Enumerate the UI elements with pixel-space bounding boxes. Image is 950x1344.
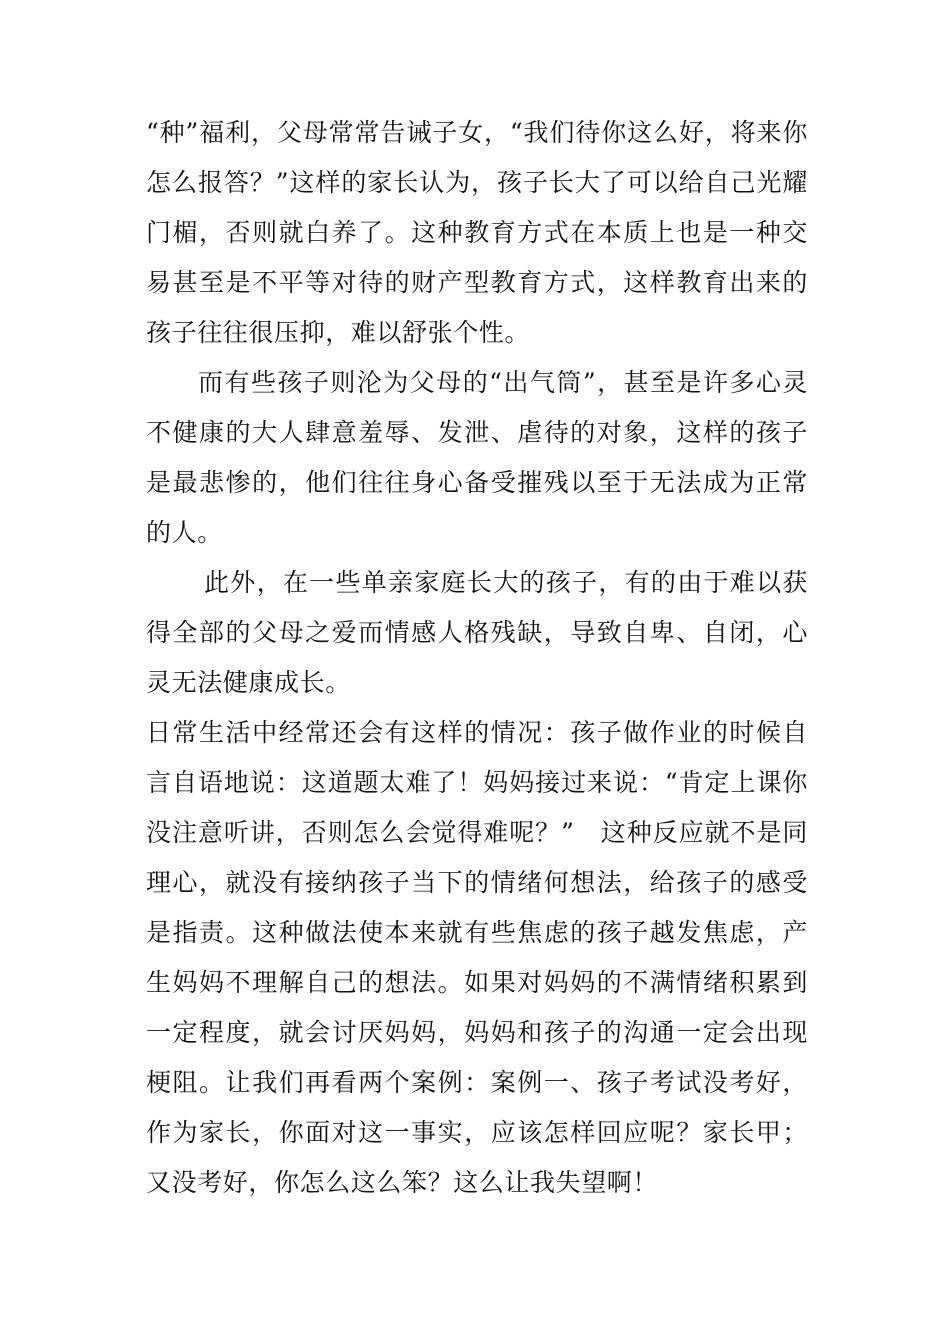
paragraph-3: 此外，在一些单亲家庭长大的孩子，有的由于难以获得全部的父母之爱而情感人格残缺，导致自卑、自闭，心灵无法健康成长。 [146, 568, 808, 697]
paragraph-1: “种”福利，父母常常告诫子女，“我们待你这么好，将来你怎么报答？”这样的家长认为，孩子长大了可以给自己光耀门楣，否则就白养了。这种教育方式在本质上也是一种交易甚至是不平等对待的财产型教育方式，这样教育出来的孩子往往很压抑，难以舒张个性。 [146, 118, 808, 347]
paragraph-4: 日常生活中经常还会有这样的情况：孩子做作业的时候自言自语地说：这道题太难了！妈妈接过来说：“肯定上课你没注意听讲，否则怎么会觉得难呢？” 这种反应就不是同理心，就没有接纳孩子当下的情绪何想法，给孩子的感受是指责。这种做法使本来就有些焦虑的孩子越发焦虑，产生妈妈不理解自己的想法。如果对妈妈的不满情绪积累到一定程度，就会讨厌妈妈，妈妈和孩子的沟通一定会出现梗阻。让我们再看两个案例：案例一、孩子考试没考好，作为家长，你面对这一事实，应该怎样回应呢？家长甲；又没考好，你怎么这么笨？这么让我失望啊！ [146, 718, 808, 1197]
paragraph-2: 而有些孩子则沦为父母的“出气筒”，甚至是许多心灵不健康的大人肆意羞辱、发泄、虐待的对象，这样的孩子是最悲惨的，他们往往身心备受摧残以至于无法成为正常的人。 [146, 368, 808, 547]
body-text [146, 108, 808, 1208]
